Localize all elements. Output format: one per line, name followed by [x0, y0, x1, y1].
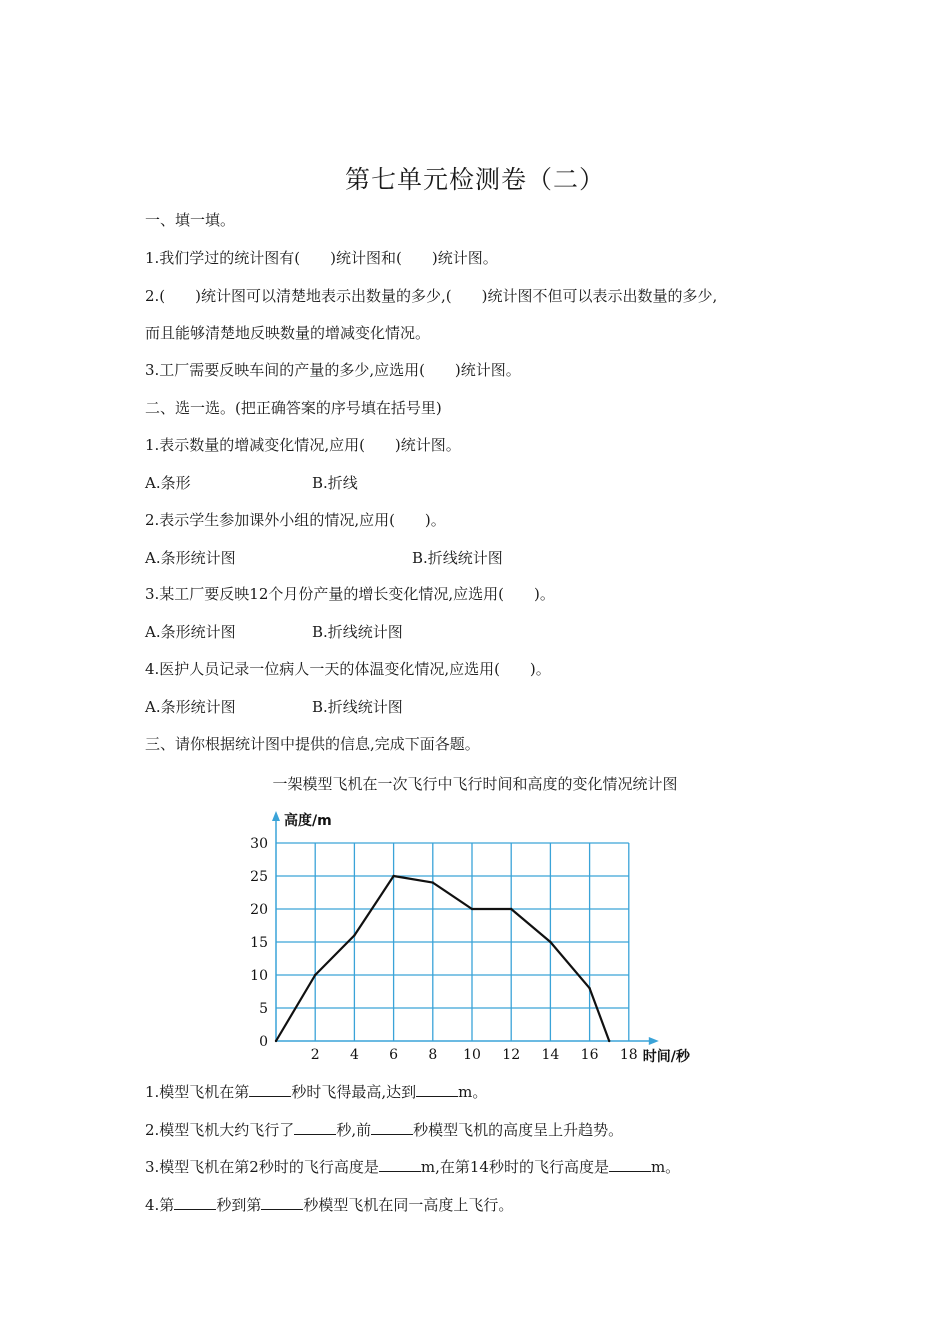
answer-blank[interactable] [379, 1157, 421, 1172]
x-tick-label: 18 [619, 1047, 638, 1063]
y-tick-label: 5 [259, 1001, 268, 1017]
section2-heading: 二、选一选。(把正确答案的序号填在括号里) [145, 399, 442, 417]
answer-blank[interactable] [416, 1082, 458, 1097]
x-tick-label: 4 [349, 1047, 359, 1063]
section2-q2-option-a: A.条形统计图 [145, 549, 236, 567]
data-series-line [276, 876, 609, 1041]
answer-blank[interactable] [371, 1120, 413, 1135]
q4-text-c: 秒模型飞机在同一高度上飞行。 [303, 1196, 514, 1214]
x-tick-label: 12 [502, 1047, 521, 1063]
data-point [275, 1040, 277, 1042]
section3-question-2 [145, 1120, 623, 1140]
section2-q2-option-b: B.折线统计图 [412, 549, 503, 567]
data-point [353, 934, 355, 936]
y-tick-label: 20 [250, 902, 268, 918]
q1-text-c: m。 [458, 1083, 488, 1101]
section2-q3-option-b: B.折线统计图 [312, 623, 403, 641]
q4-text-b: 秒到第 [216, 1196, 262, 1214]
answer-blank[interactable] [261, 1195, 303, 1210]
q3-text-a: 3.模型飞机在第2秒时的飞行高度是 [145, 1158, 379, 1176]
y-tick-label: 30 [250, 836, 268, 852]
x-tick-label: 2 [310, 1047, 320, 1063]
y-axis-label: 高度/m [284, 813, 332, 829]
answer-blank[interactable] [174, 1195, 216, 1210]
y-tick-label: 25 [250, 869, 268, 885]
answer-blank[interactable] [609, 1157, 651, 1172]
data-point [510, 908, 512, 910]
section2-question-2: 2.表示学生参加课外小组的情况,应用( )。 [145, 511, 446, 529]
section3-question-4 [145, 1195, 513, 1215]
data-point [471, 908, 473, 910]
q3-text-b: m,在第14秒时的飞行高度是 [420, 1158, 609, 1176]
origin-label: 0 [259, 1034, 268, 1050]
y-tick-label: 15 [250, 935, 268, 951]
data-point [392, 875, 394, 877]
section2-question-3: 3.某工厂要反映12个月份产量的增长变化情况,应选用( )。 [145, 585, 555, 603]
x-tick-label: 8 [428, 1047, 438, 1063]
x-tick-label: 6 [389, 1047, 399, 1063]
section2-question-1: 1.表示数量的增减变化情况,应用( )统计图。 [145, 436, 461, 454]
section1-question-2-line2: 而且能够清楚地反映数量的增减变化情况。 [145, 324, 431, 342]
q2-text-a: 2.模型飞机大约飞行了 [145, 1121, 295, 1139]
q2-text-b: 秒,前 [336, 1121, 372, 1139]
q4-text-a: 4.第 [145, 1196, 175, 1214]
x-axis-label: 时间/秒 [642, 1049, 690, 1065]
answer-blank[interactable] [249, 1082, 291, 1097]
data-point [608, 1040, 610, 1042]
y-tick-label: 10 [250, 968, 268, 984]
x-tick-label: 16 [580, 1047, 599, 1063]
section2-q3-option-a: A.条形统计图 [145, 623, 236, 641]
answer-blank[interactable] [294, 1120, 336, 1135]
data-point [314, 974, 316, 976]
section1-question-1: 1.我们学过的统计图有( )统计图和( )统计图。 [145, 249, 498, 267]
section2-q4-option-b: B.折线统计图 [312, 698, 403, 716]
section1-question-2-line1: 2.( )统计图可以清楚地表示出数量的多少,( )统计图不但可以表示出数量的多少, [145, 287, 718, 305]
y-axis-arrow [272, 811, 280, 821]
x-axis-arrow [649, 1037, 659, 1045]
section3-heading: 三、请你根据统计图中提供的信息,完成下面各题。 [145, 735, 480, 753]
section2-q1-option-b: B.折线 [312, 474, 358, 492]
q1-text-b: 秒时飞得最高,达到 [291, 1083, 417, 1101]
q1-text-a: 1.模型飞机在第 [145, 1083, 250, 1101]
x-tick-label: 10 [463, 1047, 481, 1063]
section3-question-3 [145, 1157, 680, 1177]
section2-question-4: 4.医护人员记录一位病人一天的体温变化情况,应选用( )。 [145, 660, 551, 678]
section2-q4-option-a: A.条形统计图 [145, 698, 236, 716]
data-point [432, 881, 434, 883]
line-chart [240, 800, 720, 1070]
q3-text-c: m。 [650, 1158, 681, 1176]
section1-question-3: 3.工厂需要反映车间的产量的多少,应选用( )统计图。 [145, 361, 521, 379]
x-tick-label: 14 [541, 1047, 560, 1063]
q2-text-c: 秒模型飞机的高度呈上升趋势。 [413, 1121, 624, 1139]
data-point [588, 987, 590, 989]
page-title: 第七单元检测卷（二） [344, 165, 605, 194]
section2-q1-option-a: A.条形 [145, 474, 191, 492]
section3-question-1 [145, 1082, 487, 1102]
section1-heading: 一、填一填。 [145, 211, 236, 229]
chart-title: 一架模型飞机在一次飞行中飞行时间和高度的变化情况统计图 [272, 775, 678, 793]
data-point [549, 941, 551, 943]
